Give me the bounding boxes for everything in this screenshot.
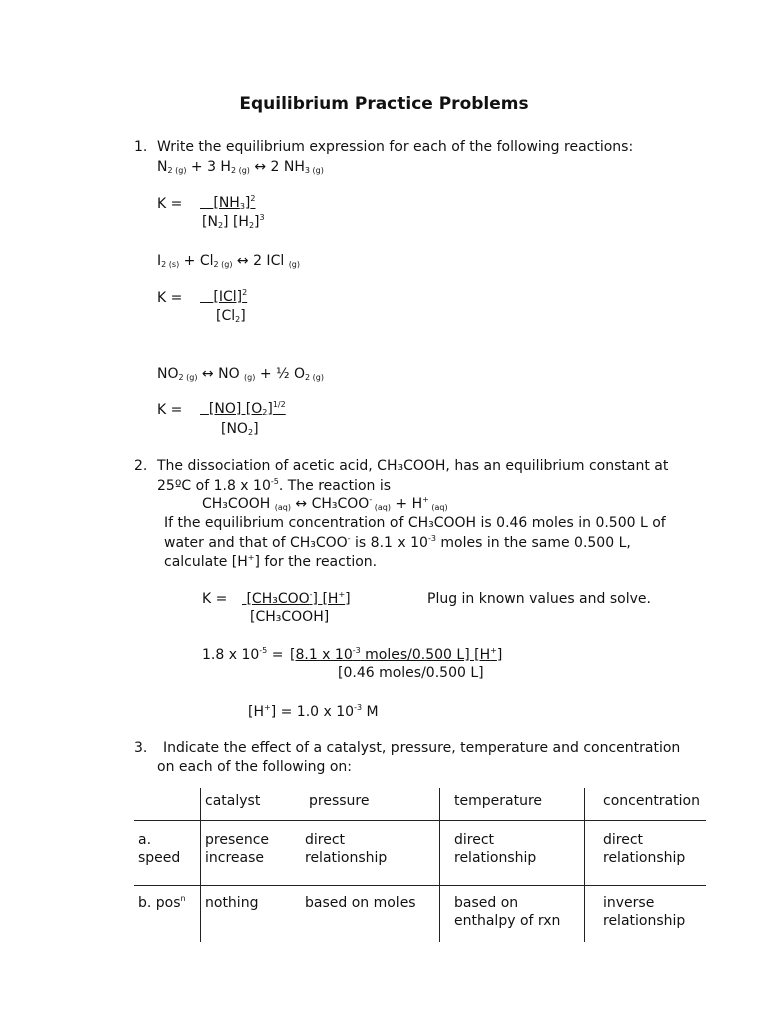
question-text: calculate [H+] for the reaction.: [164, 553, 378, 570]
k-numerator: [NO] $[O_2]^{1/2}$: [208, 400, 286, 417]
row-label: b. pos$^n$: [134, 886, 201, 943]
table-cell: direct relationship: [585, 821, 706, 886]
question-number: 2.: [134, 458, 148, 474]
question-text: Indicate the effect of a catalyst, pressure, temperature and concentration: [163, 740, 681, 756]
equation-numerator: [8.1 x $10^{-3}$ moles/0.500 L] [H+]: [290, 646, 503, 663]
table-header-cell: catalyst: [205, 793, 261, 809]
table-cell: based on moles: [291, 886, 440, 943]
k-label: K =: [157, 196, 183, 212]
reaction-equation: $NO_{2 (g)}$ ↔ NO $_{(g)}$ + ½ $O_{2 (g)}$: [157, 366, 324, 382]
k-denominator: $[NO_2]$: [221, 421, 259, 437]
table-header-cell: concentration: [603, 793, 700, 809]
question-text: If the equilibrium concentration of CH₃COOH is 0.46 moles in 0.500 L of: [164, 515, 666, 531]
k-label: K =: [157, 290, 183, 306]
reaction-equation: CH₃COOH $_{(aq)}$ ↔ CH₃COO- $_{(aq)}$ + H+ $_{(aq)}$: [202, 495, 448, 512]
reaction-equation: $N_{2 (g)} + 3$ $H_{2 (g)}$ ↔ 2 $NH_{3 (g)}$: [157, 159, 324, 175]
k-denominator: $[N_2]$ $[H_2]^3$: [202, 213, 265, 230]
question-number: 1.: [134, 139, 148, 155]
k-label: K =: [202, 591, 228, 607]
equation-line: 1.8 x $10^{-5}$ =: [202, 646, 284, 663]
equation-denominator: [0.46 moles/0.500 L]: [338, 665, 484, 681]
reaction-equation: $I_{2 (s)} + Cl_{2 (g)}$ ↔ 2 ICl $_{(g)}$: [157, 253, 301, 269]
table-cell: based on enthalpy of rxn: [440, 886, 585, 943]
question-number: 3.: [134, 740, 148, 756]
table-cell: inverse relationship: [585, 886, 706, 943]
page-title: Equilibrium Practice Problems: [239, 94, 529, 114]
k-numerator: $[NH_3]^2$: [213, 194, 256, 211]
table-header-cell: [134, 788, 201, 821]
question-text: 25ºC of 1.8 x $10^{-5}$. The reaction is: [157, 477, 392, 494]
question-text: The dissociation of acetic acid, CH₃COOH, has an equilibrium constant at: [157, 458, 669, 474]
table-row: [134, 821, 706, 886]
question-text: Write the equilibrium expression for each of the following reactions:: [157, 139, 634, 155]
table-header-cell: temperature: [440, 788, 585, 821]
k-denominator: [CH₃COOH]: [250, 609, 330, 625]
k-numerator: [ICl]$^2$: [213, 288, 248, 305]
table-cell: presence increase: [201, 821, 292, 886]
table-header-row: [134, 788, 706, 821]
question-text: on each of the following on:: [157, 759, 353, 775]
k-label: K =: [157, 402, 183, 418]
row-label: a. speed: [134, 821, 201, 886]
effects-table: [134, 788, 706, 942]
table-cell: direct relationship: [291, 821, 440, 886]
hint-text: Plug in known values and solve.: [427, 591, 651, 607]
table-header-cell: pressure: [291, 788, 440, 821]
k-denominator: $[Cl_2]$: [216, 308, 246, 324]
question-text: water and that of CH₃COO- is 8.1 x $10^{-3}$ moles in the same 0.500 L,: [164, 534, 631, 551]
table-cell: nothing: [201, 886, 292, 943]
table-row: [134, 886, 706, 943]
table-cell: direct relationship: [440, 821, 585, 886]
k-numerator: [CH₃COO-] [H+]: [246, 590, 351, 607]
answer-line: [H+] = 1.0 x $10^{-3}$ M: [248, 703, 379, 720]
